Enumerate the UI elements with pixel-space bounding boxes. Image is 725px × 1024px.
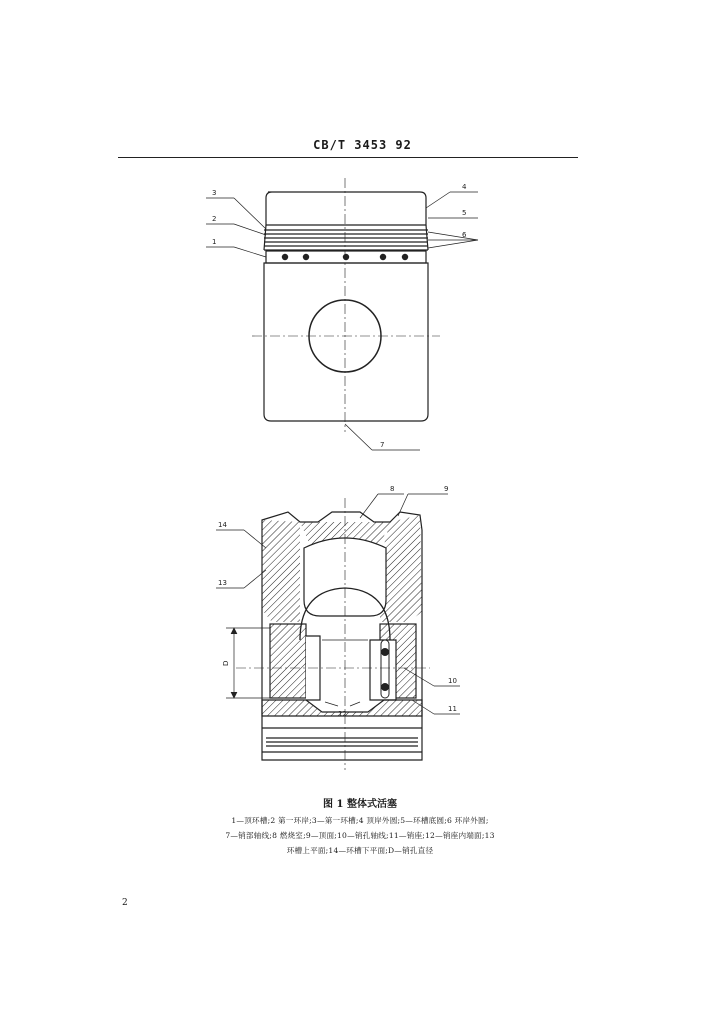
callout-10: 10 xyxy=(448,677,457,685)
callout-11: 11 xyxy=(448,705,457,713)
top-leaders xyxy=(206,192,478,450)
oil-hole xyxy=(282,254,287,259)
callout-14: 14 xyxy=(218,521,227,529)
piston-elevation-view xyxy=(252,178,440,432)
figure-caption-line-1: 1—顶环槽;2 第一环岸;3—第一环槽;4 顶岸外圆;5—环槽底圆;6 环岸外圆; xyxy=(231,816,489,825)
callout-5: 5 xyxy=(462,209,467,217)
oil-hole xyxy=(303,254,308,259)
callout-6: 6 xyxy=(462,231,467,239)
top-land xyxy=(266,192,426,225)
piston-skirt xyxy=(264,263,428,421)
callout-13: 13 xyxy=(218,579,227,587)
figure-caption-title: 图 1 整体式活塞 xyxy=(323,799,397,810)
figure-caption-line-2: 7—销部轴线;8 燃烧室;9—顶面;10—销孔轴线;11—销座;12—销座内端面;13 xyxy=(225,831,495,840)
oil-hole xyxy=(402,254,407,259)
callout-9: 9 xyxy=(444,485,449,493)
oil-hole xyxy=(380,254,385,259)
callout-7: 7 xyxy=(380,441,385,449)
callout-8: 8 xyxy=(390,485,395,493)
callout-12: 12 xyxy=(338,710,347,718)
standard-code: CB/T 3453 92 xyxy=(313,138,412,152)
callout-3: 3 xyxy=(212,189,217,197)
piston-section-view xyxy=(236,498,430,770)
callout-1: 1 xyxy=(212,238,217,246)
figure-caption-line-3: 环槽上平面;14—环槽下平面;D—销孔直径 xyxy=(286,846,434,855)
callout-2: 2 xyxy=(212,215,217,223)
pin-diameter-dimension xyxy=(226,628,270,698)
oil-hole xyxy=(343,254,348,259)
page-number: 2 xyxy=(122,898,128,908)
callout-4: 4 xyxy=(462,183,467,191)
callout-d: D xyxy=(222,660,230,666)
